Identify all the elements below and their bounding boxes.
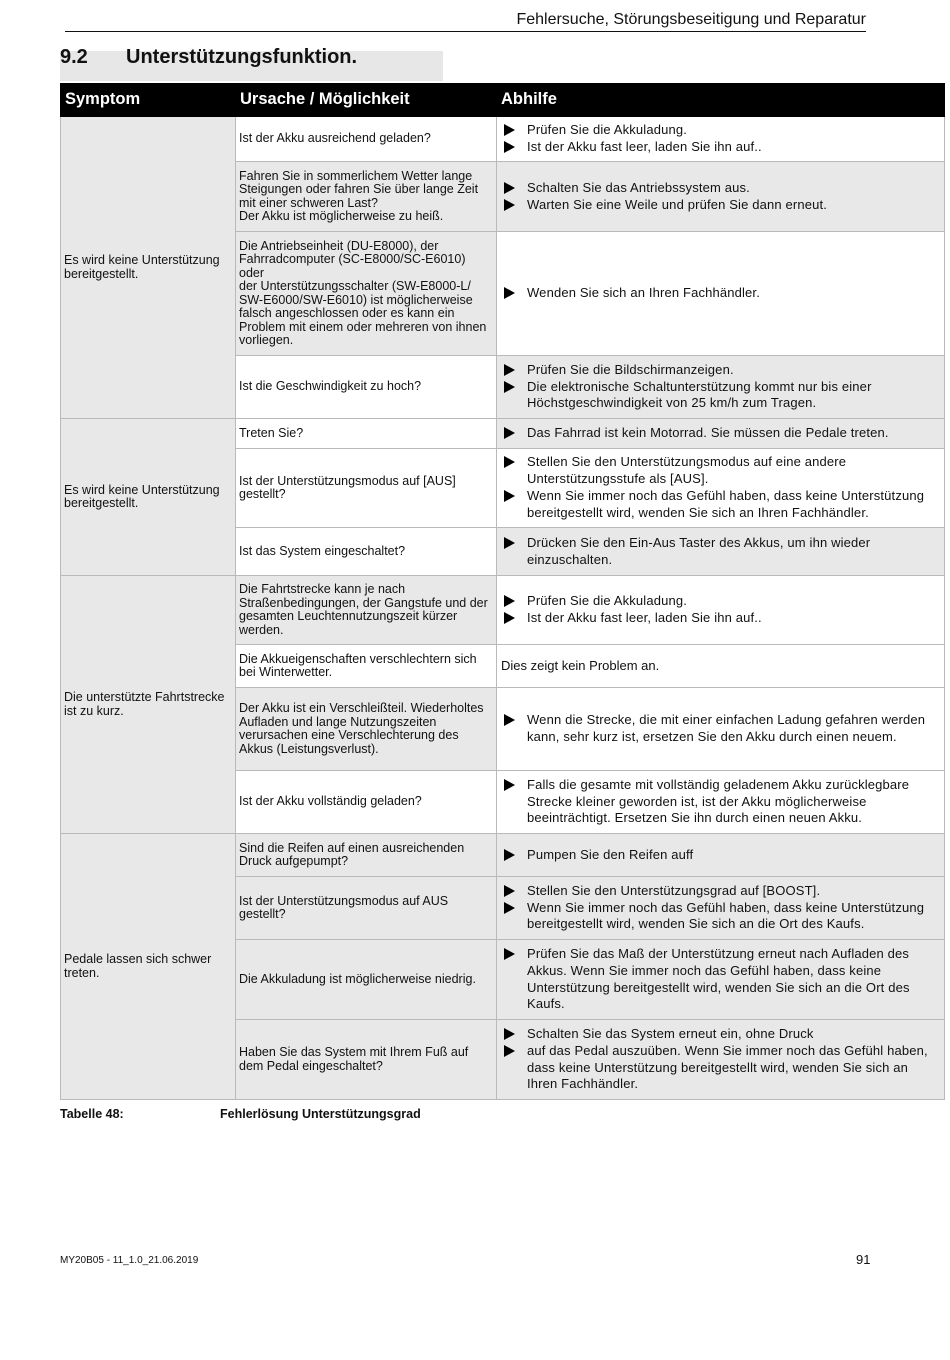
- cause-cell: Die Akkuladung ist möglicherweise niedrig.: [236, 940, 497, 1020]
- cause-cell: Der Akku ist ein Verschleißteil. Wiederholtes Aufladen und lange Nutzungszeiten verursachen eine Verschlechterung des Akkus (Leistungsverlust).: [236, 688, 497, 771]
- section-number: 9.2: [60, 46, 88, 68]
- remedy-text: Wenn die Strecke, die mit einer einfachen Ladung gefahren werden kann, sehr kurz ist, ersetzen Sie den Akku durch einen neuem.: [527, 712, 926, 744]
- remedy-item: [500, 535, 941, 569]
- remedy-text: Schalten Sie das System erneut ein, ohne Druck: [527, 1025, 814, 1041]
- bullet-arrow-icon: [504, 124, 515, 136]
- remedy-item: [500, 180, 941, 197]
- remedy-item: [500, 712, 941, 746]
- remedy-text: Wenden Sie sich an Ihren Fachhändler.: [527, 285, 760, 301]
- remedy-cell: [497, 162, 945, 232]
- remedy-item: [500, 610, 941, 627]
- troubleshooting-table: [60, 83, 945, 1100]
- symptom-cell: Pedale lassen sich schwer treten.: [61, 834, 236, 1100]
- running-header: Fehlersuche, Störungsbeseitigung und Reparatur: [516, 11, 866, 28]
- remedy-text: Prüfen Sie die Akkuladung.: [527, 122, 688, 138]
- remedy-cell: [497, 1020, 945, 1100]
- cause-cell: Sind die Reifen auf einen ausreichenden Druck aufgepumpt?: [236, 834, 497, 877]
- bullet-arrow-icon: [504, 287, 515, 299]
- remedy-text: Wenn Sie immer noch das Gefühl haben, dass keine Unterstützung bereitgestellt wird, wenden Sie sich an Ihren Fachhändler.: [527, 488, 925, 520]
- remedy-cell: [497, 117, 945, 162]
- remedy-text: auf das Pedal auszuüben. Wenn Sie immer noch das Gefühl haben, dass keine Unterstützung bereitgestellt wird, wenden Sie sich an Ihren Fachhändler.: [527, 1042, 928, 1092]
- cause-cell: Ist das System eingeschaltet?: [236, 528, 497, 576]
- cause-cell: Fahren Sie in sommerlichem Wetter lange Steigungen oder fahren Sie über lange Zeit mit einer schweren Last? Der Akku ist möglicherweise zu heiß.: [236, 162, 497, 232]
- remedy-item: [500, 454, 941, 488]
- cause-cell: Ist der Akku vollständig geladen?: [236, 771, 497, 834]
- table-row: [61, 419, 945, 449]
- remedy-text: Ist der Akku fast leer, laden Sie ihn auf..: [527, 139, 762, 154]
- bullet-arrow-icon: [504, 141, 515, 153]
- remedy-text: Die elektronische Schaltunterstützung kommt nur bis einer Höchstgeschwindigkeit von 25 km/h zum Tragen.: [527, 378, 872, 411]
- bullet-arrow-icon: [504, 427, 515, 439]
- symptom-cell: Es wird keine Unterstützung bereitgestellt.: [61, 117, 236, 419]
- remedy-cell: [497, 645, 945, 688]
- bullet-arrow-icon: [504, 1028, 515, 1040]
- cause-cell: Die Fahrtstrecke kann je nach Straßenbedingungen, der Gangstufe und der gesamten Leuchtennutzungszeit kürzer werden.: [236, 576, 497, 645]
- remedy-item: [500, 379, 941, 413]
- column-header-remedy: Abhilfe: [497, 84, 945, 117]
- remedy-item: [500, 1026, 941, 1043]
- footer-document-id: MY20B05 - 11_1.0_21.06.2019: [60, 1255, 199, 1266]
- remedy-cell: [497, 419, 945, 449]
- bullet-arrow-icon: [504, 456, 515, 468]
- remedy-text: Ist der Akku fast leer, laden Sie ihn auf..: [527, 610, 762, 625]
- bullet-arrow-icon: [504, 381, 515, 393]
- table-caption-title: Fehlerlösung Unterstützungsgrad: [220, 1107, 421, 1121]
- remedy-item: [500, 847, 941, 864]
- remedy-cell: [497, 771, 945, 834]
- remedy-item: [500, 593, 941, 610]
- footer-page-number: 91: [856, 1252, 871, 1267]
- table-header-row: [61, 84, 945, 117]
- table-row: [61, 576, 945, 645]
- cause-cell: Die Antriebseinheit (DU-E8000), der Fahrradcomputer (SC-E8000/SC-E6010) oder der Unterstützungsschalter (SW-E8000-L/ SW-E6000/SW-E6010) ist möglicherweise falsch angeschlossen oder es kann ein Problem mit einem oder mehreren von ihnen vorliegen.: [236, 232, 497, 356]
- remedy-text: Stellen Sie den Unterstützungsmodus auf eine andere Unterstützungsstufe als [AUS].: [527, 454, 847, 487]
- bullet-arrow-icon: [504, 714, 515, 726]
- remedy-text: Prüfen Sie das Maß der Unterstützung erneut nach Aufladen des Akkus. Wenn Sie immer noch das Gefühl haben, dass keine Unterstützung bereitgestellt wird, wenden Sie sich an die Ort des Kaufs.: [527, 945, 910, 1012]
- remedy-item: [500, 122, 941, 139]
- remedy-item: [500, 1043, 941, 1093]
- bullet-arrow-icon: [504, 849, 515, 861]
- remedy-cell: [497, 877, 945, 940]
- remedy-cell: [497, 688, 945, 771]
- remedy-item: [500, 139, 941, 156]
- remedy-item: [500, 197, 941, 214]
- section-title: Unterstützungsfunktion.: [126, 46, 358, 68]
- bullet-arrow-icon: [504, 1045, 515, 1057]
- column-header-symptom: Symptom: [61, 84, 236, 117]
- remedy-cell: [497, 940, 945, 1020]
- cause-cell: Ist die Geschwindigkeit zu hoch?: [236, 356, 497, 419]
- bullet-arrow-icon: [504, 948, 515, 960]
- remedy-item: [500, 425, 941, 442]
- remedy-text: Prüfen Sie die Bildschirmanzeigen.: [527, 361, 734, 377]
- column-header-cause: Ursache / Möglichkeit: [236, 84, 497, 117]
- remedy-item: [500, 362, 941, 379]
- table-row: [61, 117, 945, 162]
- remedy-cell: [497, 528, 945, 576]
- remedy-item: [500, 900, 941, 934]
- remedy-item: [500, 285, 941, 302]
- table-caption-label: Tabelle 48:: [60, 1107, 124, 1121]
- remedy-text: Dies zeigt kein Problem an.: [501, 657, 660, 673]
- table-row: [61, 834, 945, 877]
- header-rule: [65, 31, 866, 32]
- bullet-arrow-icon: [504, 182, 515, 194]
- remedy-text: Falls die gesamte mit vollständig geladenem Akku zurücklegbare Strecke kleiner geworden ist, ist der Akku möglicherweise beeinträchtigt. Ersetzen Sie ihn durch einen neuen Akku.: [527, 776, 910, 826]
- bullet-arrow-icon: [504, 779, 515, 791]
- cause-cell: Treten Sie?: [236, 419, 497, 449]
- remedy-cell: [497, 576, 945, 645]
- cause-cell: Ist der Unterstützungsmodus auf AUS gestellt?: [236, 877, 497, 940]
- symptom-cell: Es wird keine Unterstützung bereitgestellt.: [61, 419, 236, 576]
- bullet-arrow-icon: [504, 364, 515, 376]
- remedy-text: Stellen Sie den Unterstützungsgrad auf [BOOST].: [527, 882, 821, 898]
- remedy-item: [500, 883, 941, 900]
- cause-cell: Ist der Unterstützungsmodus auf [AUS] gestellt?: [236, 449, 497, 528]
- bullet-arrow-icon: [504, 595, 515, 607]
- bullet-arrow-icon: [504, 902, 515, 914]
- remedy-text: Warten Sie eine Weile und prüfen Sie dann erneut.: [527, 196, 828, 212]
- remedy-text: Schalten Sie das Antriebssystem aus.: [527, 179, 750, 195]
- remedy-cell: [497, 356, 945, 419]
- cause-cell: Ist der Akku ausreichend geladen?: [236, 117, 497, 162]
- remedy-item: [500, 777, 941, 827]
- bullet-arrow-icon: [504, 490, 515, 502]
- bullet-arrow-icon: [504, 612, 515, 624]
- bullet-arrow-icon: [504, 199, 515, 211]
- remedy-cell: [497, 232, 945, 356]
- remedy-text: Prüfen Sie die Akkuladung.: [527, 593, 688, 609]
- bullet-arrow-icon: [504, 885, 515, 897]
- symptom-cell: Die unterstützte Fahrtstrecke ist zu kurz.: [61, 576, 236, 834]
- remedy-text: Drücken Sie den Ein-Aus Taster des Akkus, um ihn wieder einzuschalten.: [527, 534, 871, 567]
- remedy-text: Wenn Sie immer noch das Gefühl haben, dass keine Unterstützung bereitgestellt wird, wenden Sie sich an die Ort des Kaufs.: [527, 899, 925, 932]
- cause-cell: Haben Sie das System mit Ihrem Fuß auf dem Pedal eingeschaltet?: [236, 1020, 497, 1100]
- cause-cell: Die Akkueigenschaften verschlechtern sich bei Winterwetter.: [236, 645, 497, 688]
- remedy-text: Das Fahrrad ist kein Motorrad. Sie müssen die Pedale treten.: [527, 425, 889, 441]
- remedy-item: [500, 488, 941, 522]
- bullet-arrow-icon: [504, 537, 515, 549]
- remedy-text: Pumpen Sie den Reifen auff: [527, 846, 694, 862]
- remedy-cell: [497, 834, 945, 877]
- remedy-item: [500, 946, 941, 1013]
- remedy-cell: [497, 449, 945, 528]
